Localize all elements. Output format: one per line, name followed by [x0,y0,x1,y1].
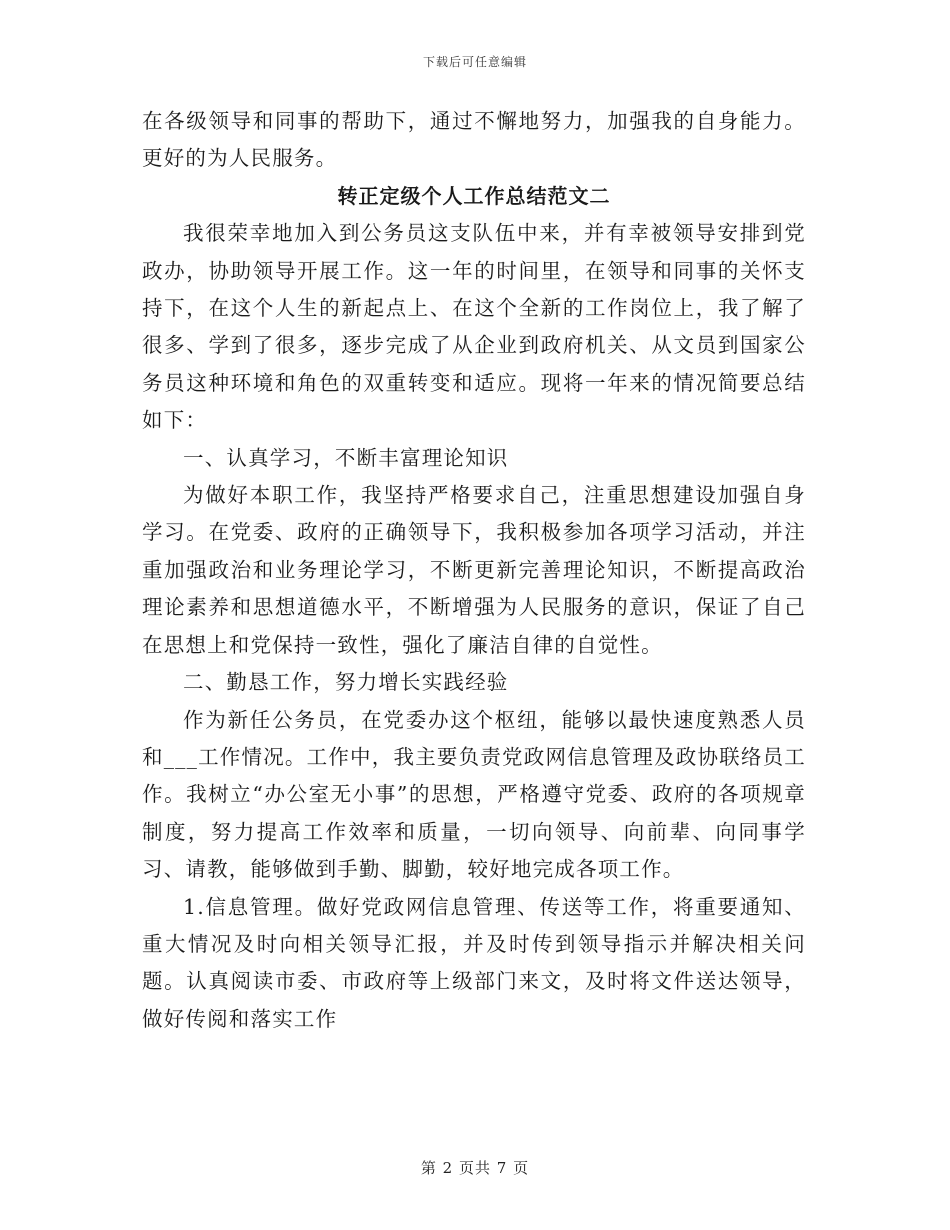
paragraph-work: 作为新任公务员，在党委办这个枢纽，能够以最快速度熟悉人员和___工作情况。工作中，我主要负责党政网信息管理及政协联络员工作。我树立“办公室无小事”的思想，严格遵守党委、政府的各项规章制度，努力提高工作效率和质量，一切向领导、向前辈、向同事学习、请教，能够做到手勤、脚勤，较好地完成各项工作。 [142,707,806,882]
section-heading-work: 二、勤恳工作，努力增长实践经验 [183,670,509,695]
section-heading-study: 一、认真学习，不断丰富理论知识 [183,445,509,470]
intro-paragraph: 在各级领导和同事的帮助下，通过不懈地努力，加强我的自身能力。更好的为人民服务。 [142,109,806,171]
paragraph-study: 为做好本职工作，我坚持严格要求自己，注重思想建设加强自身学习。在党委、政府的正确领导下，我积极参加各项学习活动，并注重加强政治和业务理论学习，不断更新完善理论知识，不断提高政治理论素养和思想道德水平，不断增强为人民服务的意识，保证了自己在思想上和党保持一致性，强化了廉洁自律的自觉性。 [142,483,806,657]
paragraph-opening: 我很荣幸地加入到公务员这支队伍中来，并有幸被领导安排到党政办，协助领导开展工作。这一年的时间里，在领导和同事的关怀支持下，在这个人生的新起点上、在这个全新的工作岗位上，我了解了很多、学到了很多，逐步完成了从企业到政府机关、从文员到国家公务员这种环境和角色的双重转变和适应。现将一年来的情况简要总结如下： [142,221,806,433]
document-body [142,103,806,1038]
document-title: 转正定级个人工作总结范文二 [337,183,611,208]
page-header-note: 下载后可任意编辑 [422,55,527,69]
paragraph-info-management: 1.信息管理。做好党政网信息管理、传送等工作，将重要通知、重大情况及时向相关领导汇报，并及时传到领导指示并解决相关问题。认真阅读市委、市政府等上级部门来文，及时将文件送达领导，做好传阅和落实工作 [142,894,806,1031]
page-number: 第 2 页共 7 页 [420,1159,530,1177]
